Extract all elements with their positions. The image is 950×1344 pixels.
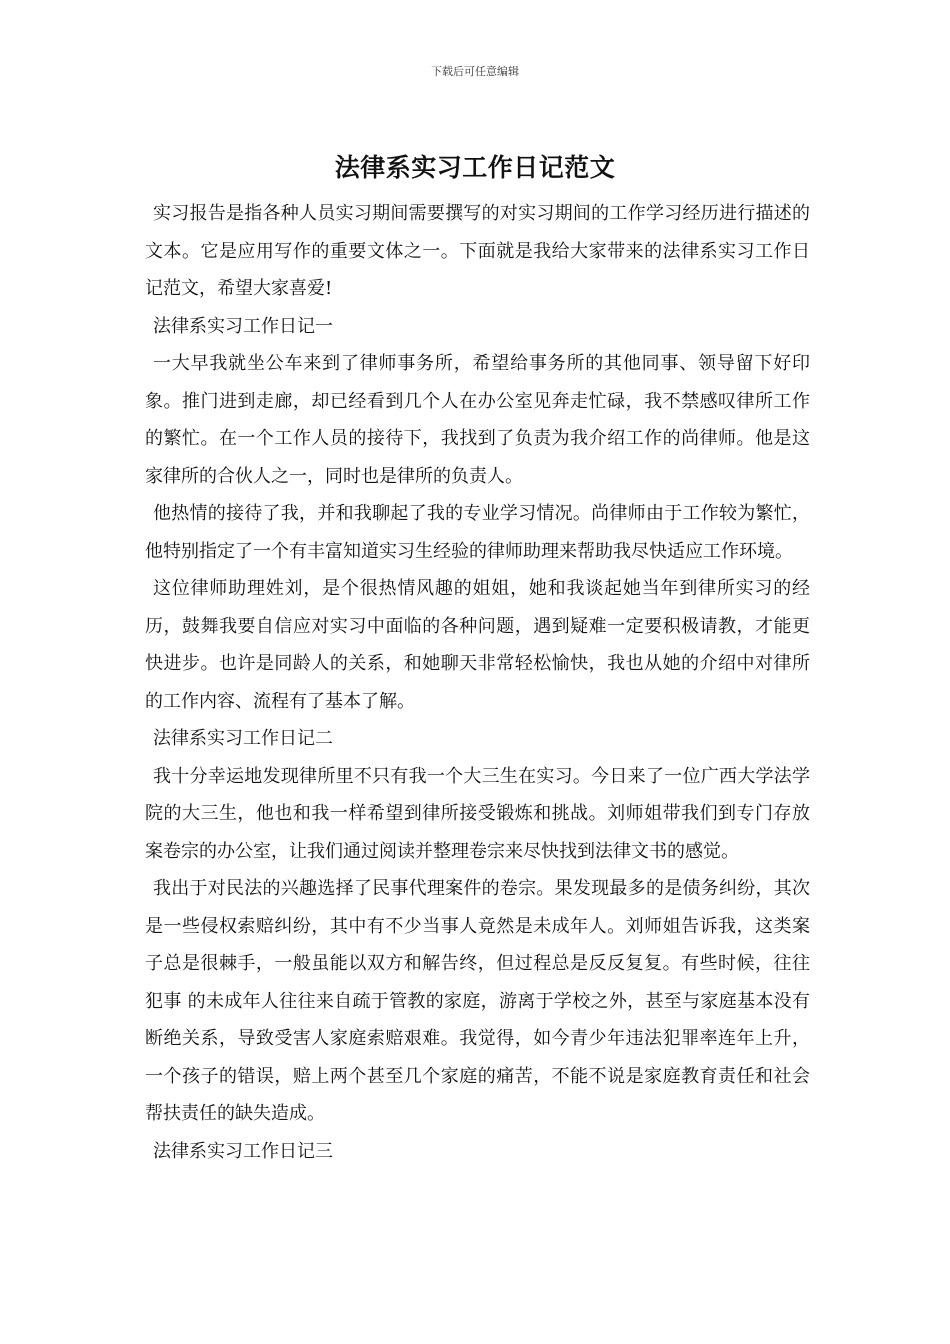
body-paragraph: 他热情的接待了我，并和我聊起了我的专业学习情况。尚律师由于工作较为繁忙，他特别指定了一个有丰富知道实习生经验的律师助理来帮助我尽快适应工作环境。 [145, 503, 810, 562]
section-heading: 法律系实习工作日记三 [153, 1140, 333, 1162]
body-paragraph: 我十分幸运地发现律所里不只有我一个大三生在实习。今日来了一位广西大学法学院的大三生，他也和我一样希望到律所接受锻炼和挑战。刘师姐带我们到专门存放案卷宗的办公室，让我们通过阅读并整理卷宗来尽快找到法律文书的感觉。 [145, 765, 810, 862]
body-paragraph: 一大早我就坐公车来到了律师事务所，希望给事务所的其他同事、领导留下好印象。推门进到走廊，却已经看到几个人在办公室见奔走忙碌，我不禁感叹律所工作的繁忙。在一个工作人员的接待下，我找到了负责为我介绍工作的尚律师。他是这家律所的合伙人之一，同时也是律所的负责人。 [145, 353, 810, 487]
header-note: 下载后可任意编辑 [431, 65, 519, 78]
body-paragraph: 我出于对民法的兴趣选择了民事代理案件的卷宗。果发现最多的是债务纠纷，其次是一些侵权索赔纠纷，其中有不少当事人竟然是未成年人。刘师姐告诉我，这类案子总是很棘手，一般虽能以双方和解告终，但过程总是反反复复。有些时候，往往 犯事 的未成年人往往来自疏于管教的家庭，游离于学校之外，甚至与家庭基本没有断绝关系，导致受害人家庭索赔艰难。我觉得，如今青少年违法犯罪率连年上升，一个孩子的错误，赔上两个甚至几个家庭的痛苦，不能不说是家庭教育责任和社会帮扶责任的缺失造成。 [145, 878, 810, 1124]
section-heading: 法律系实习工作日记一 [153, 315, 333, 337]
body-paragraph: 这位律师助理姓刘，是个很热情风趣的姐姐，她和我谈起她当年到律所实习的经历，鼓舞我要自信应对实习中面临的各种问题，遇到疑难一定要积极请教，才能更快进步。也许是同龄人的关系，和她聊天非常轻松愉快，我也从她的介绍中对律所的工作内容、流程有了基本了解。 [145, 578, 810, 712]
document-title: 法律系实习工作日记范文 [334, 153, 616, 182]
intro-paragraph: 实习报告是指各种人员实习期间需要撰写的对实习期间的工作学习经历进行描述的文本。它是应用写作的重要文体之一。下面就是我给大家带来的法律系实习工作日记范文，希望大家喜爱! [145, 203, 810, 299]
section-heading: 法律系实习工作日记二 [153, 728, 333, 749]
document-body [145, 195, 810, 1170]
